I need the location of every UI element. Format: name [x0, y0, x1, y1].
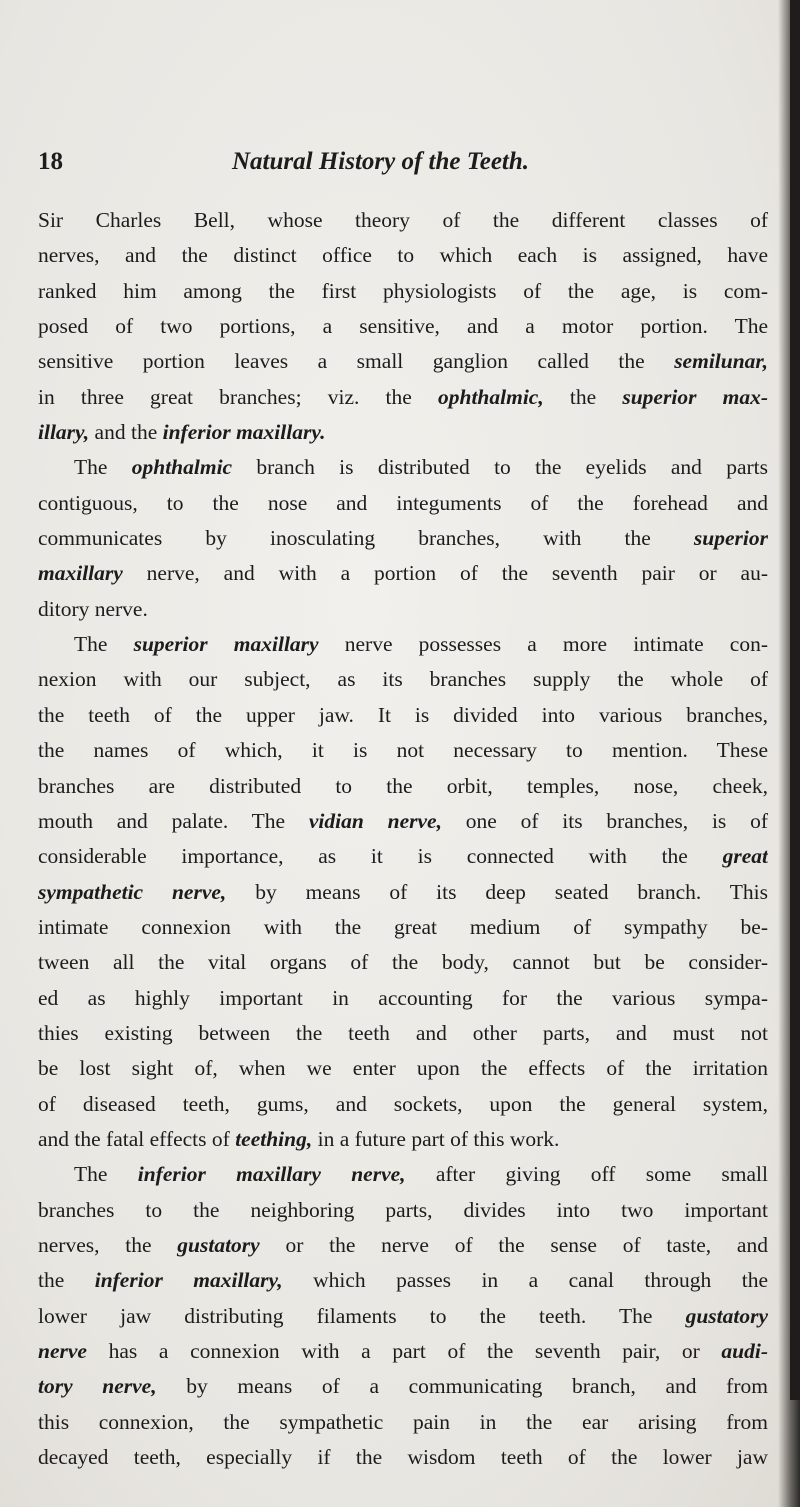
text-segment: in three great branches; viz. the	[38, 384, 438, 409]
text-segment: has a connexion with a part of the seventh pair, or	[86, 1339, 722, 1363]
text-segment: the names of which, it is not necessary to mention. These	[38, 738, 768, 763]
text-line	[38, 627, 768, 662]
text-segment: of diseased teeth, gums, and sockets, upon the general system,	[38, 1091, 768, 1116]
italic-term: illary,	[38, 420, 90, 445]
text-line	[38, 1193, 768, 1228]
text-segment: nerve possesses a more intimate con-	[318, 632, 768, 657]
italic-term: sympathetic nerve,	[38, 879, 227, 904]
text-segment: which passes in a canal through the	[282, 1268, 768, 1293]
running-title: Natural History of the Teeth.	[232, 148, 530, 175]
text-line	[38, 1228, 768, 1263]
italic-term: ophthalmic	[131, 455, 233, 480]
italic-term: superior max-	[622, 384, 768, 409]
italic-term: maxillary	[38, 561, 123, 586]
text-segment: the	[38, 1268, 95, 1293]
text-line	[38, 203, 768, 238]
text-segment: contiguous, to the nose and integuments of the forehead and	[38, 490, 768, 515]
text-line	[38, 380, 768, 415]
text-line	[38, 1263, 768, 1298]
text-line	[38, 1405, 768, 1440]
text-line	[38, 1299, 768, 1334]
text-line	[38, 1157, 768, 1192]
text-segment: decayed teeth, especially if the wisdom teeth of the lower jaw	[38, 1445, 768, 1470]
italic-term: audi-	[721, 1339, 768, 1363]
text-segment: the teeth of the upper jaw. It is divided into various branches,	[38, 702, 768, 727]
text-segment: nerves, the	[38, 1232, 178, 1257]
italic-term: ophthalmic,	[438, 384, 544, 409]
text-segment: posed of two portions, a sensitive, and a motor portion. The	[38, 314, 768, 339]
italic-term: vidian nerve,	[308, 808, 442, 833]
text-line	[38, 733, 768, 768]
text-line	[38, 839, 768, 874]
text-line	[38, 486, 768, 521]
text-segment: Sir Charles Bell, whose theory of the different classes of	[38, 208, 768, 232]
text-segment: nerves, and the distinct office to which each is assigned, have	[38, 243, 768, 268]
italic-term: semilunar,	[674, 349, 768, 374]
text-segment: after giving off some small	[405, 1162, 768, 1187]
text-segment: The	[74, 632, 134, 657]
italic-term: tory nerve,	[38, 1374, 157, 1399]
text-segment: and the fatal effects of	[38, 1126, 236, 1151]
text-segment: the	[543, 384, 623, 409]
text-line	[38, 238, 768, 273]
text-segment: be lost sight of, when we enter upon the effects of the irritation	[38, 1056, 768, 1081]
italic-term: teething,	[235, 1126, 313, 1151]
page-binding-edge	[790, 0, 800, 1400]
text-line	[38, 910, 768, 945]
body-text	[38, 203, 768, 1475]
text-line	[38, 1334, 768, 1369]
text-line	[38, 981, 768, 1016]
text-segment: and the	[89, 420, 163, 445]
text-segment: tween all the vital organs of the body, cannot but be consider-	[38, 950, 768, 975]
text-segment: The	[74, 1162, 138, 1187]
text-segment: mouth and palate. The	[38, 808, 309, 833]
text-line	[38, 698, 768, 733]
text-line	[38, 344, 768, 379]
text-segment: sensitive portion leaves a small ganglion called the	[38, 349, 675, 374]
text-segment: nerve, and with a portion of the seventh pair or au-	[122, 561, 768, 586]
page-number: 18	[38, 148, 63, 175]
text-line	[38, 875, 768, 910]
text-line	[38, 1122, 768, 1157]
text-segment: nexion with our subject, as its branches supply the whole of	[38, 667, 768, 692]
italic-term: great	[722, 844, 768, 869]
text-line	[38, 274, 768, 309]
text-segment: ed as highly important in accounting for the various sympa-	[38, 985, 768, 1010]
text-segment: or the nerve of the sense of taste, and	[259, 1232, 768, 1257]
running-head	[38, 148, 758, 188]
italic-term: inferior maxillary.	[162, 420, 326, 445]
text-line	[38, 1051, 768, 1086]
text-segment: in a future part of this work.	[312, 1126, 560, 1151]
text-line	[38, 1016, 768, 1051]
text-segment: ditory nerve.	[38, 596, 148, 621]
text-segment: branches are distributed to the orbit, temples, nose, cheek,	[38, 773, 768, 798]
italic-term: gustatory	[685, 1303, 768, 1328]
text-segment: communicates by inosculating branches, with the	[38, 526, 694, 551]
text-line	[38, 521, 768, 556]
text-line	[38, 309, 768, 344]
text-segment: by means of a communicating branch, and from	[156, 1374, 768, 1399]
italic-term: gustatory	[177, 1232, 260, 1257]
text-segment: lower jaw distributing filaments to the teeth. The	[38, 1303, 686, 1328]
text-line	[38, 592, 768, 627]
italic-term: inferior maxillary,	[94, 1268, 283, 1293]
text-segment: one of its branches, is of	[441, 808, 768, 833]
text-segment: considerable importance, as it is connected with the	[38, 844, 723, 869]
italic-term: superior	[693, 526, 768, 551]
text-segment: ranked him among the first physiologists of the age, is com-	[38, 278, 768, 303]
text-line	[38, 804, 768, 839]
text-segment: branch is distributed to the eyelids and parts	[232, 455, 768, 480]
italic-term: nerve	[38, 1339, 87, 1363]
italic-term: superior maxillary	[133, 632, 319, 657]
text-line	[38, 1440, 768, 1475]
text-segment: branches to the neighboring parts, divides into two important	[38, 1197, 768, 1222]
text-line	[38, 769, 768, 804]
text-line	[38, 450, 768, 485]
italic-term: inferior maxillary nerve,	[137, 1162, 406, 1187]
text-line	[38, 945, 768, 980]
text-segment: intimate connexion with the great medium of sympathy be-	[38, 914, 768, 939]
text-line	[38, 415, 768, 450]
text-segment: The	[74, 455, 132, 480]
text-line	[38, 1369, 768, 1404]
text-segment: by means of its deep seated branch. This	[226, 879, 768, 904]
text-line	[38, 1087, 768, 1122]
text-segment: thies existing between the teeth and other parts, and must not	[38, 1020, 768, 1045]
text-segment: this connexion, the sympathetic pain in the ear arising from	[38, 1409, 768, 1434]
text-line	[38, 662, 768, 697]
text-line	[38, 556, 768, 591]
